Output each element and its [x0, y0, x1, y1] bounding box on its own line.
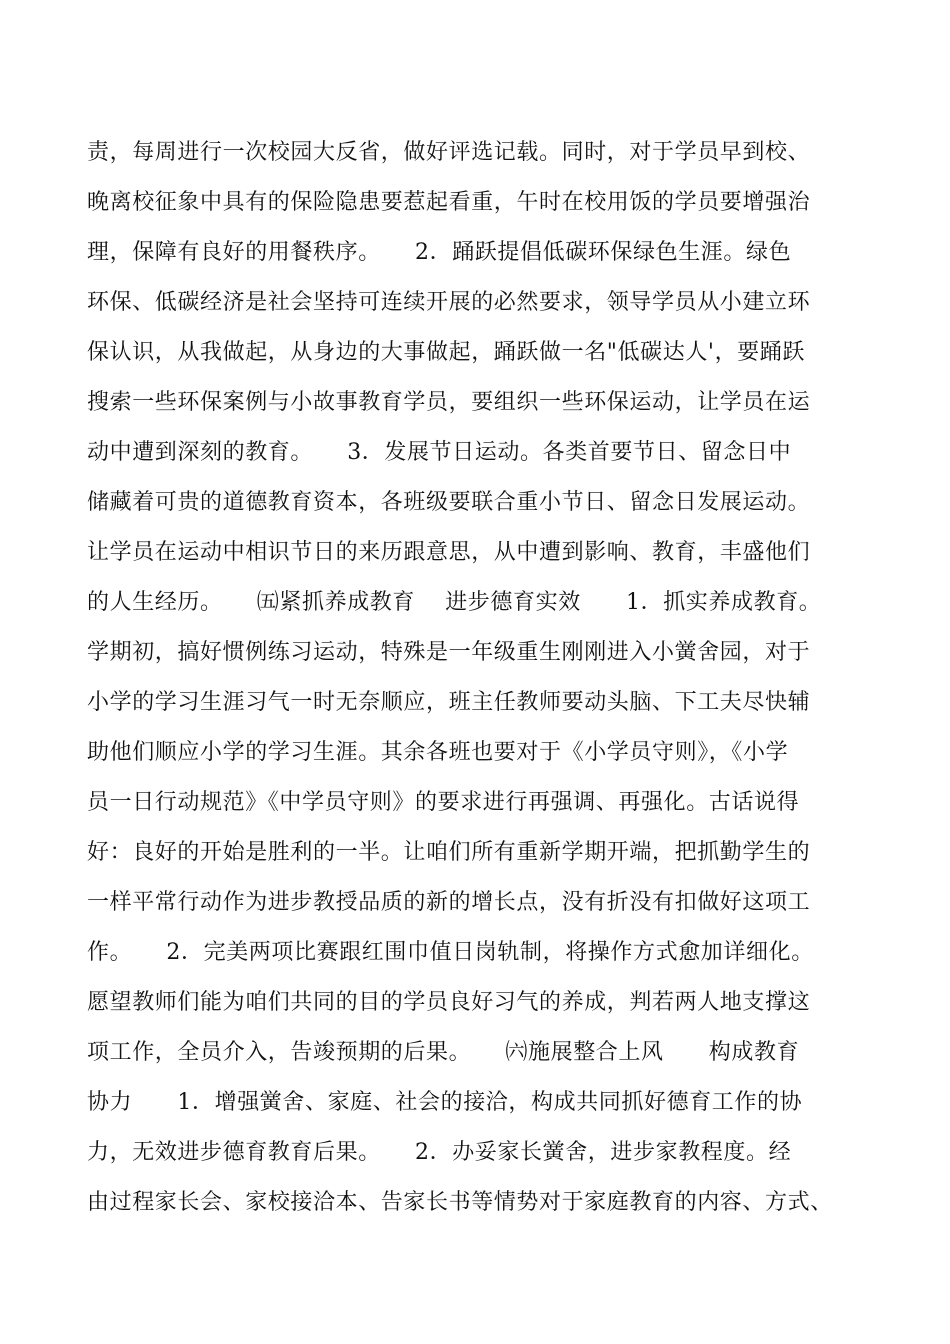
text-line: 动中遭到深刻的教育。 3．发展节日运动。各类首要节日、留念日中 — [87, 440, 792, 465]
text-line: 协力 1．增强黉舍、家庭、社会的接洽，构成共同抓好德育工作的协 — [87, 1090, 803, 1115]
text-line: 员一日行动规范》《中学员守则》的要求进行再强调、再强化。古话说得 — [87, 790, 800, 815]
text-line: 储藏着可贵的道德教育资本，各班级要联合重小节日、留念日发展运动。 — [87, 490, 811, 515]
text-line: 好：良好的开始是胜利的一半。让咱们所有重新学期开端，把抓勤学生的 — [87, 840, 811, 865]
text-line: 学期初，搞好惯例练习运动，特殊是一年级重生刚刚进入小黉舍园，对于 — [87, 640, 811, 665]
text-line: 的人生经历。 ㈤紧抓养成教育 进步德育实效 1．抓实养成教育。 — [87, 590, 822, 615]
text-line: 作。 2．完美两项比赛跟红围巾值日岗轨制，将操作方式愈加详细化。 — [87, 940, 814, 965]
text-line: 力，无效进步德育教育后果。 2．办妥家长黉舍，进步家教程度。经 — [87, 1140, 792, 1165]
text-line: 责，每周进行一次校园大反省，做好评选记载。同时，对于学员早到校、 — [87, 140, 811, 165]
text-line: 环保、低碳经济是社会坚持可连续开展的必然要求，领导学员从小建立环 — [87, 290, 811, 315]
text-line: 小学的学习生涯习气一时无奈顺应，班主任教师要动头脑、下工夫尽快辅 — [87, 690, 811, 715]
text-line: 由过程家长会、家校接洽本、告家长书等情势对于家庭教育的内容、方式、 — [87, 1190, 833, 1215]
text-line: 晚离校征象中具有的保险隐患要惹起看重，午时在校用饭的学员要增强治 — [87, 190, 811, 215]
text-line: 项工作，全员介入，告竣预期的后果。 ㈥施展整合上风 构成教育 — [87, 1040, 800, 1065]
text-line: 理，保障有良好的用餐秩序。 2．踊跃提倡低碳环保绿色生涯。绿色 — [87, 240, 792, 265]
text-line: 保认识，从我做起，从身边的大事做起，踊跃做一名"低碳达人'，要踊跃 — [87, 340, 805, 365]
text-line: 让学员在运动中相识节日的来历跟意思，从中遭到影响、教育，丰盛他们 — [87, 540, 811, 565]
body-text — [87, 128, 887, 1228]
text-line: 愿望教师们能为咱们共同的目的学员良好习气的养成，判若两人地支撑这 — [87, 990, 811, 1015]
text-line: 一样平常行动作为进步教授品质的新的增长点，没有折没有扣做好这项工 — [87, 890, 811, 915]
text-line: 助他们顺应小学的学习生涯。其余各班也要对于《小学员守则》，《小学 — [87, 740, 789, 765]
text-line: 搜索一些环保案例与小故事教育学员，要组织一些环保运动，让学员在运 — [87, 390, 811, 415]
